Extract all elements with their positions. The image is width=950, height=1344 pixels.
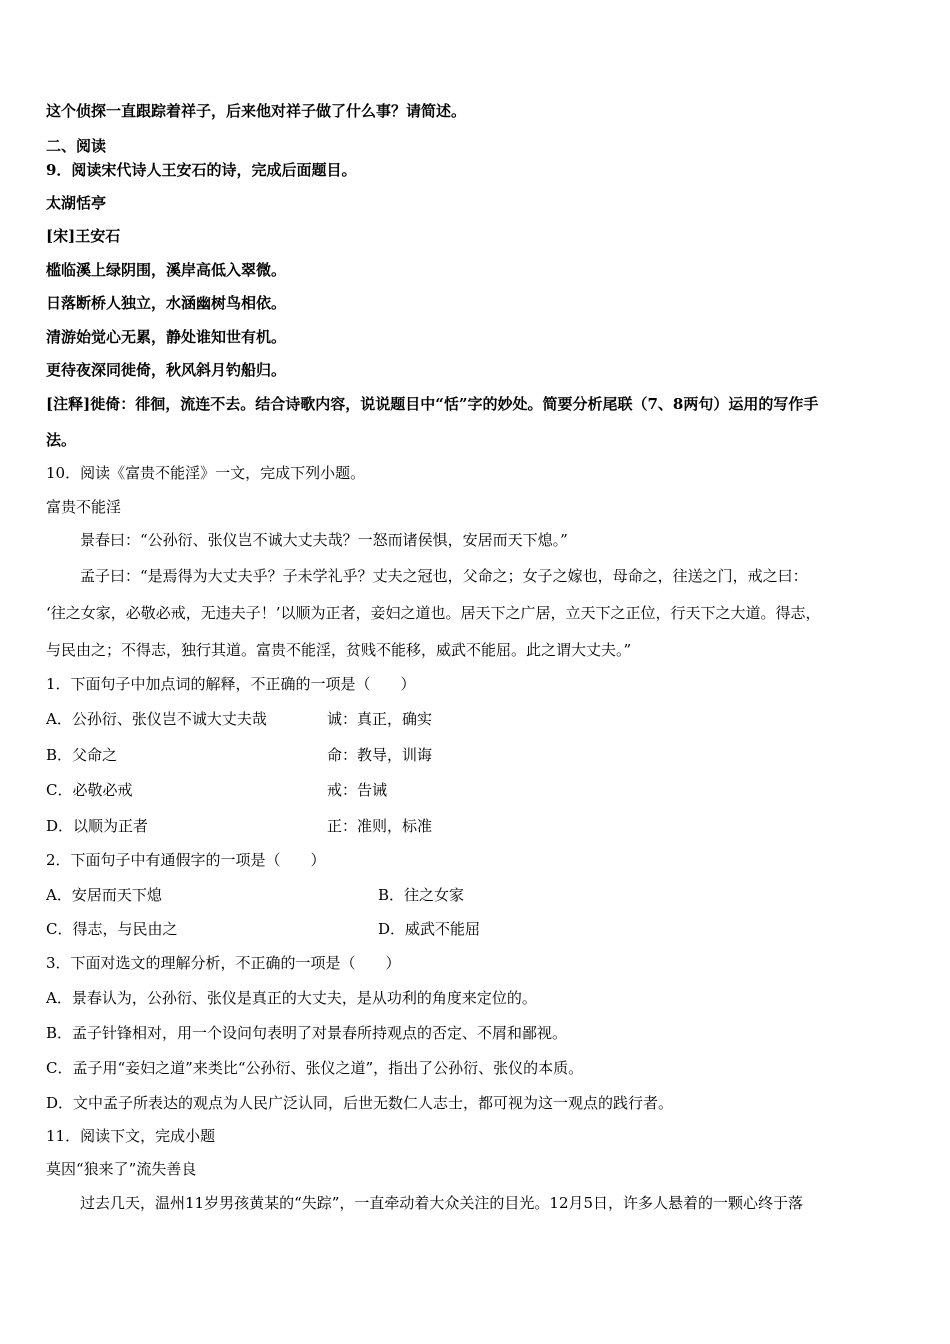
sub3-option: C．孟子用“妾妇之道”来类比“公孙衍、张仪之道”，指出了公孙衍、张仪的本质。 bbox=[46, 1059, 584, 1077]
sub2-option-a: A．安居而天下熄 bbox=[46, 886, 162, 904]
sub3-option: A．景春认为，公孙衍、张仪是真正的大丈夫，是从功利的角度来定位的。 bbox=[46, 989, 537, 1007]
poem-author: [宋]王安石 bbox=[46, 227, 121, 245]
sub1-option-right: 命：教导，训诲 bbox=[327, 746, 433, 764]
poem-line: 清游始觉心无累，静处谁知世有机。 bbox=[46, 328, 287, 346]
passage-paragraph: 景春曰：“公孙衍、张仪岂不诚大丈夫哉？一怒而诸侯惧，安居而天下熄。” bbox=[80, 531, 568, 549]
sub1-option-right: 正：准则，标准 bbox=[327, 817, 433, 835]
sub2-option-c: C．得志，与民由之 bbox=[46, 920, 178, 938]
q9-prompt: 9．阅读宋代诗人王安石的诗，完成后面题目。 bbox=[46, 161, 357, 179]
sub1-option-left: C．必敬必戒 bbox=[46, 781, 133, 799]
passage-title: 富贵不能淫 bbox=[46, 498, 122, 516]
article-title: 莫因“狼来了”流失善良 bbox=[46, 1160, 197, 1178]
sub1-option-left: B．父命之 bbox=[46, 746, 118, 764]
passage-paragraph-cont: ‘往之女家，必敬必戒，无违夫子！’以顺为正者，妾妇之道也。居天下之广居，立天下之正位，行天下之大道。得志， bbox=[46, 604, 821, 622]
sub1-prompt: 1．下面句子中加点词的解释，不正确的一项是（ ） bbox=[46, 675, 416, 693]
sub2-prompt: 2．下面句子中有通假字的一项是（ ） bbox=[46, 851, 326, 869]
poem-line: 日落断桥人独立，水涵幽树鸟相依。 bbox=[46, 294, 287, 312]
sub3-option: D．文中孟子所表达的观点为人民广泛认同，后世无数仁人志士，都可视为这一观点的践行者。 bbox=[46, 1094, 674, 1112]
sub1-option-right: 戒：告诫 bbox=[327, 781, 388, 799]
sub2-option-b: B．往之女家 bbox=[378, 886, 465, 904]
poem-note-cont: 法。 bbox=[46, 431, 77, 449]
q10-prompt: 10．阅读《富贵不能淫》一文，完成下列小题。 bbox=[46, 464, 366, 482]
article-paragraph: 过去几天，温州11岁男孩黄某的“失踪”，一直牵动着大众关注的目光。12月5日，许多人悬着的一颗心终于落 bbox=[80, 1194, 804, 1212]
sub1-option-left: A．公孙衍、张仪岂不诚大丈夫哉 bbox=[46, 710, 267, 728]
poem-line: 槛临溪上绿阴围，溪岸高低入翠微。 bbox=[46, 261, 287, 279]
sub3-prompt: 3．下面对选文的理解分析，不正确的一项是（ ） bbox=[46, 954, 401, 972]
passage-paragraph: 孟子曰：“是焉得为大丈夫乎？子未学礼乎？丈夫之冠也，父命之；女子之嫁也，母命之，往送之门，戒之曰： bbox=[80, 567, 808, 585]
sub2-option-d: D．威武不能屈 bbox=[378, 920, 481, 938]
q11-prompt: 11．阅读下文，完成小题 bbox=[46, 1127, 216, 1145]
sub1-option-left: D．以顺为正者 bbox=[46, 817, 149, 835]
poem-line: 更待夜深同徙倚，秋风斜月钓船归。 bbox=[46, 361, 287, 379]
section-heading: 二、阅读 bbox=[46, 137, 107, 155]
passage-paragraph-cont: 与民由之；不得志，独行其道。富贵不能淫，贫贱不能移，威武不能屈。此之谓大丈夫。” bbox=[46, 641, 632, 659]
sub3-option: B．孟子针锋相对，用一个设问句表明了对景春所持观点的否定、不屑和鄙视。 bbox=[46, 1024, 568, 1042]
sub1-option-right: 诚：真正，确实 bbox=[327, 710, 433, 728]
top-question: 这个侦探一直跟踪着祥子，后来他对祥子做了什么事？请简述。 bbox=[46, 102, 467, 120]
poem-title: 太湖恬亭 bbox=[46, 194, 107, 212]
poem-note: [注释]徙倚：徘徊，流连不去。结合诗歌内容，说说题目中“恬”字的妙处。简要分析尾联（7、8两句）运用的写作手 bbox=[46, 395, 819, 413]
